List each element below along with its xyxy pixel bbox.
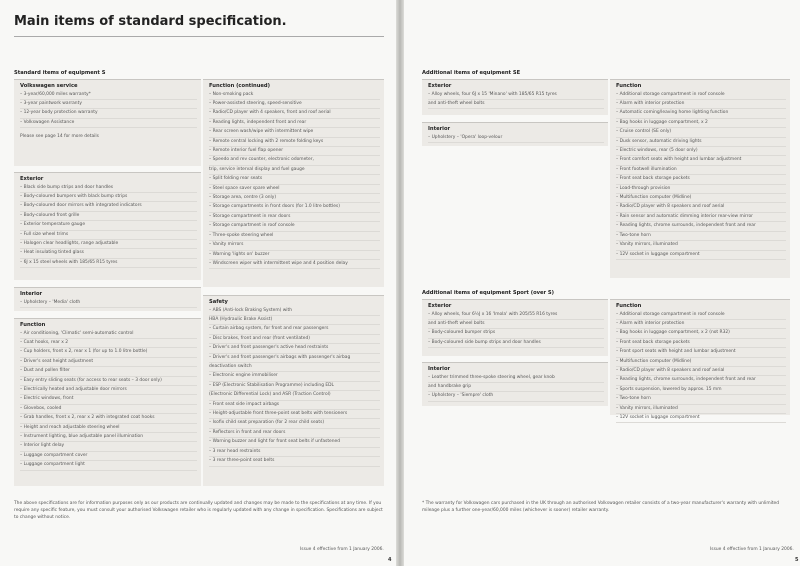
box-title: Interior — [20, 291, 43, 297]
issue-note: Issue 4 effective from 1 January 2006. — [710, 547, 794, 552]
box-title: Function — [616, 303, 642, 309]
list-item: – Speedo and rev counter, electronic odometer, — [209, 156, 380, 165]
page-gutter — [396, 0, 404, 566]
list-item: – Storage compartments in front doors (for 1.0 litre bottles) — [209, 203, 380, 212]
list-item: – Electrically heated and adjustable door mirrors — [20, 386, 197, 395]
list-item: – Luggage compartment cover — [20, 452, 197, 461]
list-item: – Bag hooks in luggage compartment, x 2 (not R32) — [616, 329, 786, 338]
list-item: and anti-theft wheel bolts — [428, 100, 604, 109]
se-exterior-list — [428, 91, 604, 110]
list-item: – Rain sensor and automatic dimming interior rear-view mirror — [616, 213, 786, 222]
sport-exterior-box — [422, 299, 608, 356]
se-heading: Additional items of equipment SE — [422, 70, 521, 76]
box-title: Safety — [209, 299, 228, 305]
list-item: – Reading lights, chrome surrounds, independent front and rear — [616, 222, 786, 231]
list-item: – Grab handles, front x 2, rear x 2 with integrated coat hooks — [20, 414, 197, 423]
list-item: – Upholstery – 'Media' cloth — [20, 299, 197, 308]
list-item: – Height and reach adjustable steering wheel — [20, 424, 197, 433]
list-item: – Glovebox, cooled — [20, 405, 197, 414]
list-item: – Heat insulating tinted glass — [20, 249, 197, 258]
page-title: Main items of standard specification. — [14, 14, 287, 29]
list-item: – Remote interior fuel flap opener — [209, 147, 380, 156]
box-title: Exterior — [20, 176, 44, 182]
list-item: – Cruise control (SE only) — [616, 128, 786, 137]
list-item: – Split folding rear seats — [209, 175, 380, 184]
specification-disclaimer: The above specifications are for information purposes only as our products are continually updated and changes may be made to the specifications at any time. If you require any specific feature, you must consult your authorised Volkswagen retailer who is regularly updated with any change in specification. Specifications are subject to change without notice. — [14, 501, 383, 520]
volkswagen-service-box — [14, 79, 201, 166]
list-item: – Full size wheel trims — [20, 231, 197, 240]
list-item: – Front seat back storage pockets — [616, 175, 786, 184]
list-item: – Power-assisted steering, speed-sensitive — [209, 100, 380, 109]
box-title: Exterior — [428, 303, 452, 309]
list-item: – Driver's seat height adjustment — [20, 358, 197, 367]
page-number: 4 — [388, 557, 392, 563]
list-item: – Cup holders, front x 2, rear x 1 (for up to 1.0 litre bottle) — [20, 348, 197, 357]
list-item: – Warning 'lights on' buzzer — [209, 251, 380, 260]
list-item: – Windscreen wiper with intermittent wipe and 4 position delay — [209, 260, 380, 269]
list-item: – Luggage compartment light — [20, 461, 197, 470]
right-page — [404, 0, 800, 566]
list-item: – 6J x 15 steel wheels with 185/65 R15 tyres — [20, 259, 197, 268]
sport-function-list — [616, 311, 786, 424]
list-item: – Instrument lighting, blue adjustable panel illumination — [20, 433, 197, 442]
list-item: – Front comfort seats with height and lumbar adjustment — [616, 156, 786, 165]
list-item: – Three-spoke steering wheel — [209, 232, 380, 241]
safety-list — [209, 307, 380, 467]
standard-heading: Standard items of equipment S — [14, 70, 106, 76]
list-item: – 3-year paintwork warranty — [20, 100, 197, 109]
list-item: – Body-coloured bumper strips — [428, 329, 604, 338]
box-title: Function — [20, 322, 46, 328]
list-item: – Two-tone horn — [616, 395, 786, 404]
list-item: – Radio/CD player with 8 speakers and roof aerial — [616, 203, 786, 212]
list-item: – Electric windows, front — [20, 395, 197, 404]
list-item: – Steel space saver spare wheel — [209, 185, 380, 194]
se-function-list — [616, 91, 786, 260]
list-item: – Multifunction computer (Midline) — [616, 194, 786, 203]
list-item: – Automatic coming/leaving home lighting function — [616, 109, 786, 118]
list-item: – Additional storage compartment in roof console — [616, 91, 786, 100]
volkswagen-service-list — [20, 91, 197, 129]
box-title: Interior — [428, 126, 451, 132]
list-item: – Dusk sensor, automatic driving lights — [616, 138, 786, 147]
list-item: – Remote central locking with 2 remote folding keys — [209, 138, 380, 147]
sport-interior-list — [428, 374, 604, 402]
list-item: – 12V socket in luggage compartment — [616, 414, 786, 423]
list-item: – Body-coloured bumpers with black bump strips — [20, 193, 197, 202]
list-item: – Front sport seats with height and lumbar adjustment — [616, 348, 786, 357]
list-item: – Additional storage compartment in roof console — [616, 311, 786, 320]
list-item: – Radio/CD player with 8 speakers and roof aerial — [616, 367, 786, 376]
sport-function-box — [610, 299, 790, 421]
list-item: – Load-through provision — [616, 185, 786, 194]
list-item: – Vanity mirrors, illuminated — [616, 405, 786, 414]
box-title: Function (continued) — [209, 83, 271, 89]
list-item: – Disc brakes, front and rear (front ventilated) — [209, 335, 380, 344]
list-item: – Black side bump strips and door handles — [20, 184, 197, 193]
list-item: – Storage compartment in rear doors — [209, 213, 380, 222]
list-item: – 12-year body protection warranty — [20, 109, 197, 118]
se-function-box — [610, 79, 790, 278]
list-item: – Volkswagen Assistance — [20, 119, 197, 128]
function-list — [20, 330, 197, 471]
list-item: – 3 rear head restraints — [209, 448, 380, 457]
list-item: – Warning buzzer and light for front seat belts if unfastened — [209, 438, 380, 447]
interior-list — [20, 299, 197, 308]
list-item: HBA (Hydraulic Brake Assist) — [209, 316, 380, 325]
list-item: – Body-coloured door mirrors with integrated indicators — [20, 202, 197, 211]
list-item: and handbrake grip — [428, 383, 604, 392]
se-exterior-box — [422, 79, 608, 115]
list-item: trip, service interval display and fuel gauge — [209, 166, 380, 175]
list-item: – Electric windows, rear (5 door only) — [616, 147, 786, 156]
sport-exterior-list — [428, 311, 604, 349]
list-item: – Sports suspension, lowered by approx. 15 mm — [616, 386, 786, 395]
sport-interior-box — [422, 362, 608, 406]
list-item: – Electronic engine immobiliser — [209, 372, 380, 381]
list-item: – Height-adjustable front three-point seat belts with tensioners — [209, 410, 380, 419]
warranty-footnote: * The warranty for Volkswagen cars purchased in the UK through an authorised Volkswagen retailer consists of a two-year manufacturer's warranty with unlimited mileage plus a further one-year/60,000 miles (whichever is sooner) retailer warranty. — [422, 501, 780, 513]
list-item: (Electronic Differential Lock) and ASR (Traction Control) — [209, 391, 380, 400]
box-title: Volkswagen service — [20, 83, 78, 89]
list-item: – Bag hooks in luggage compartment, x 2 — [616, 119, 786, 128]
box-title: Exterior — [428, 83, 452, 89]
list-item: – Reading lights, chrome surrounds, independent front and rear — [616, 376, 786, 385]
list-item: – Air conditioning, 'Climatic' semi-automatic control — [20, 330, 197, 339]
list-item: – Storage compartment in roof console — [209, 222, 380, 231]
list-item: – Rear screen wash/wipe with intermittent wipe — [209, 128, 380, 137]
list-item: – Interior light delay — [20, 442, 197, 451]
list-item: – Body-coloured side bump strips and door handles — [428, 339, 604, 348]
list-item: – ESP (Electronic Stabilisation Programme) including EDL — [209, 382, 380, 391]
issue-note: Issue 4 effective from 1 January 2006. — [300, 547, 384, 552]
list-item: – Easy entry sliding seats (for access to rear seats – 3 door only) — [20, 377, 197, 386]
list-item: – Alarm with interior protection — [616, 100, 786, 109]
list-item: – Storage area, centre (3 only) — [209, 194, 380, 203]
sport-heading: Additional items of equipment Sport (over S) — [422, 290, 555, 296]
list-item: – Isofix child seat preparation (for 2 rear child seats) — [209, 419, 380, 428]
interior-box — [14, 287, 201, 311]
exterior-box — [14, 172, 201, 280]
list-item: – ABS (Anti-lock Braking System) with — [209, 307, 380, 316]
safety-box — [203, 295, 384, 486]
se-interior-box — [422, 122, 608, 146]
box-title: Function — [616, 83, 642, 89]
function-continued-box — [203, 79, 384, 287]
function-continued-list — [209, 91, 380, 270]
list-item: – Dust and pollen filter — [20, 367, 197, 376]
service-note: Please see page 14 for more details — [20, 134, 99, 140]
list-item: – Upholstery – 'Siempre' cloth — [428, 392, 604, 401]
list-item: – 3 rear three-point seat belts — [209, 457, 380, 466]
list-item: – Upholstery – 'Opera' loop-velour — [428, 134, 604, 143]
list-item: – Reading lights, independent front and rear — [209, 119, 380, 128]
list-item: – Halogen clear headlights, range adjustable — [20, 240, 197, 249]
list-item: – Driver's and front passenger's airbags with passenger's airbag — [209, 354, 380, 363]
list-item: – Coat hooks, rear x 2 — [20, 339, 197, 348]
list-item: – Front footwell illumination — [616, 166, 786, 175]
list-item: – Exterior temperature gauge — [20, 221, 197, 230]
title-divider — [14, 36, 384, 37]
page-number: 5 — [795, 557, 799, 563]
list-item: – Multifunction computer (Midline) — [616, 358, 786, 367]
list-item: and anti-theft wheel bolts — [428, 320, 604, 329]
exterior-list — [20, 184, 197, 269]
box-title: Interior — [428, 366, 451, 372]
list-item: – Front seat side impact airbags — [209, 401, 380, 410]
se-interior-list — [428, 134, 604, 143]
list-item: – Vanity mirrors — [209, 241, 380, 250]
list-item: – Leather trimmed three-spoke steering wheel, gear knob — [428, 374, 604, 383]
list-item: – Alloy wheels, four 6½J x 16 'Imola' with 205/55 R16 tyres — [428, 311, 604, 320]
list-item: – Curtain airbag system, for front and rear passengers — [209, 325, 380, 334]
list-item: deactivation switch — [209, 363, 380, 372]
list-item: – Non-smoking pack — [209, 91, 380, 100]
list-item: – 3-year/60,000 miles warranty* — [20, 91, 197, 100]
list-item: – Vanity mirrors, illuminated — [616, 241, 786, 250]
list-item: – Body-coloured front grille — [20, 212, 197, 221]
list-item: – Front seat back storage pockets — [616, 339, 786, 348]
list-item: – Two-tone horn — [616, 232, 786, 241]
list-item: – Alloy wheels, four 6J x 15 'Minano' with 185/65 R15 tyres — [428, 91, 604, 100]
left-page — [0, 0, 396, 566]
list-item: – Driver's and front passenger's active head restraints — [209, 344, 380, 353]
function-box — [14, 318, 201, 486]
list-item: – Radio/CD player with 4 speakers, front and roof aerial — [209, 109, 380, 118]
list-item: – 12V socket in luggage compartment — [616, 251, 786, 260]
list-item: – Alarm with interior protection — [616, 320, 786, 329]
list-item: – Reflectors in front and rear doors — [209, 429, 380, 438]
